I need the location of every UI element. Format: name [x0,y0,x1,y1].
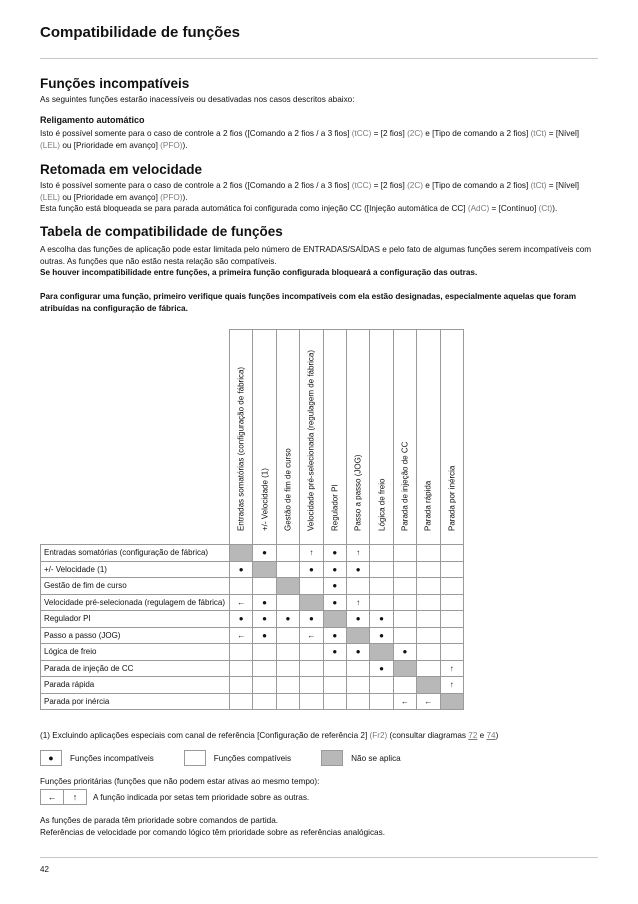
table-cell: ↑ [440,660,463,677]
table-cell: ● [323,627,346,644]
table-cell: ● [300,561,323,578]
table-cell [300,693,323,710]
legend [40,750,401,766]
row-label: Parada rápida [41,677,230,694]
table-cell [346,660,369,677]
column-header-label: Velocidade pré-selecionada (regulagem de fábrica) [306,350,316,531]
column-header-label: Gestão de fim de curso [283,448,293,531]
table-cell [370,578,393,595]
table-cell [417,644,440,661]
column-header-label: Passo a passo (JOG) [353,454,363,531]
table-cell: ● [230,611,253,628]
table-cell [417,545,440,562]
priority-legend [40,789,309,805]
column-header-label: Parada rápida [423,480,433,531]
column-header-label: Parada de injeção de CC [400,441,410,531]
priority-title: Funções prioritárias (funções que não podem estar ativas ao mesmo tempo): [40,777,320,786]
section-incompatible-intro: As seguintes funções estarão inacessíveis ou desativadas nos casos descritos abaixo: [40,95,355,104]
column-header [393,330,416,545]
table-cell: ● [370,611,393,628]
column-header [323,330,346,545]
table-cell [253,693,276,710]
table-cell [230,578,253,595]
footnote: (1) Excluindo aplicações especiais com canal de referência [Configuração de referência 2] (Fr2) (consultar diagramas 72 e 74) [40,731,499,740]
cell-not-applicable [346,627,369,644]
table-cell [253,677,276,694]
table-cell: ● [346,644,369,661]
table-cell: ● [323,644,346,661]
table-corner [41,330,230,545]
table-cell: ↑ [346,545,369,562]
table-cell: ← [393,693,416,710]
table-row [41,693,464,710]
row-label: Passo a passo (JOG) [41,627,230,644]
table-cell [393,578,416,595]
legend-gray-box [321,750,343,766]
table-cell: ● [346,611,369,628]
table-cell [230,644,253,661]
compat-table-intro: A escolha das funções de aplicação pode estar limitada pelo número de ENTRADAS/SAÍDAS e pelo fato de algumas funções serem incompatíveis com outras. As funções que não estão nesta relação são compatíveis. Se houver incompatibilidade entre funções, a primeira função configurada bloqueará a configuração das outras. [40,245,592,277]
table-row [41,545,464,562]
table-cell [393,627,416,644]
table-cell: ● [323,578,346,595]
column-header-label: +/- Velocidade (1) [260,468,270,531]
page-number: 42 [40,865,49,874]
table-cell [230,693,253,710]
title-divider [40,58,598,59]
table-cell [253,578,276,595]
table-cell [417,660,440,677]
table-cell [370,693,393,710]
table-cell [300,644,323,661]
table-cell [346,693,369,710]
row-label: Parada de injeção de CC [41,660,230,677]
table-cell [276,660,299,677]
catch-on-fly-text: Isto é possível somente para o caso de controle a 2 fios ([Comando a 2 fios / a 3 fios] (tCC) = [2 fios] (2C) e [Tipo de comando a 2 fios] (tCt) = [Nível] (LEL) ou [Prioridade em avanço] (PFO)). Esta função está bloqueada se para parada automática foi configurada como injeção CC ([Injeção automática de CC] (AdC) = [Contínuo] (Ct)). [40,181,580,213]
table-cell: ← [417,693,440,710]
table-cell [417,561,440,578]
table-cell [276,627,299,644]
section-compat-table-title: Tabela de compatibilidade de funções [40,224,283,239]
table-cell [323,677,346,694]
table-cell [440,578,463,595]
table-cell [440,611,463,628]
link-diagram-74[interactable]: 74 [486,731,496,740]
table-cell: ● [346,561,369,578]
page-title: Compatibilidade de funções [40,24,241,41]
column-header-label: Regulador PI [330,484,340,531]
table-cell: ● [276,611,299,628]
table-cell: ↑ [300,545,323,562]
table-cell: ● [323,594,346,611]
table-cell [253,660,276,677]
closing-notes: As funções de parada têm prioridade sobre comandos de partida. Referências de velocidade por comando lógico têm prioridade sobre as referências analógicas. [40,816,385,837]
table-row [41,660,464,677]
table-cell [440,561,463,578]
table-row [41,644,464,661]
table-cell [393,677,416,694]
table-cell: ● [253,627,276,644]
row-label: Regulador PI [41,611,230,628]
table-cell [417,594,440,611]
column-header [417,330,440,545]
table-cell [276,677,299,694]
table-row [41,611,464,628]
table-cell [300,578,323,595]
cell-not-applicable [417,677,440,694]
column-header-label: Parada por inércia [447,465,457,531]
cell-not-applicable [230,545,253,562]
column-header [230,330,253,545]
table-cell [276,644,299,661]
table-cell [370,545,393,562]
left-arrow-icon: ← [40,789,64,805]
row-label: Velocidade pré-selecionada (regulagem de fábrica) [41,594,230,611]
table-cell [393,561,416,578]
legend-empty-box [184,750,206,766]
compatibility-table [40,329,464,710]
table-cell [417,627,440,644]
table-cell [323,660,346,677]
auto-reclose-heading: Religamento automático [40,115,145,125]
table-cell [417,578,440,595]
column-header [440,330,463,545]
table-row [41,561,464,578]
link-diagram-72[interactable]: 72 [468,731,478,740]
column-header [370,330,393,545]
table-cell [276,594,299,611]
legend-compatible-label: Funções compatíveis [213,753,292,763]
table-cell [393,545,416,562]
table-cell: ● [300,611,323,628]
legend-na-label: Não se aplica [351,753,401,763]
column-header [346,330,369,545]
section-incompatible-title: Funções incompatíveis [40,76,190,91]
cell-not-applicable [393,660,416,677]
table-cell [276,545,299,562]
table-cell: ● [370,660,393,677]
table-cell [230,677,253,694]
table-cell [346,578,369,595]
column-header-label: Entradas somatórias (configuração de fábrica) [236,366,246,531]
footer-divider [40,857,598,858]
table-cell: ← [230,627,253,644]
row-label: +/- Velocidade (1) [41,561,230,578]
column-header [276,330,299,545]
table-cell [370,561,393,578]
cell-not-applicable [253,561,276,578]
table-cell [370,594,393,611]
table-cell [440,644,463,661]
table-cell [417,611,440,628]
cell-not-applicable [440,693,463,710]
table-cell: ● [230,561,253,578]
row-label: Gestão de fim de curso [41,578,230,595]
legend-dot-box: ● [40,750,62,766]
cell-not-applicable [276,578,299,595]
column-header [253,330,276,545]
cell-not-applicable [323,611,346,628]
section-catch-on-fly-title: Retomada em velocidade [40,162,203,177]
table-cell: ● [370,627,393,644]
table-cell: ↑ [346,594,369,611]
row-label: Lógica de freio [41,644,230,661]
table-cell [230,660,253,677]
priority-text: A função indicada por setas tem prioridade sobre as outras. [93,792,310,802]
table-cell: ● [253,594,276,611]
table-cell [370,677,393,694]
table-row [41,677,464,694]
table-cell [276,561,299,578]
table-cell [346,677,369,694]
table-row [41,627,464,644]
table-cell: ● [253,611,276,628]
table-cell: ↑ [440,677,463,694]
column-header-label: Lógica de freio [377,478,387,531]
column-header [300,330,323,545]
table-cell [393,594,416,611]
cell-not-applicable [370,644,393,661]
table-cell [300,677,323,694]
table-cell: ● [323,561,346,578]
table-cell: ● [253,545,276,562]
compat-table-instruction: Para configurar uma função, primeiro verifique quais funções incompatíveis com ela estão designadas, especialmente aquelas que foram atribuídas na configuração de fábrica. [40,292,576,313]
table-cell [276,693,299,710]
table-cell [393,611,416,628]
table-cell [440,627,463,644]
cell-not-applicable [300,594,323,611]
table-cell [440,594,463,611]
table-cell [300,660,323,677]
table-cell [323,693,346,710]
up-arrow-icon: ↑ [64,789,87,805]
table-cell: ● [393,644,416,661]
table-cell [253,644,276,661]
table-cell [440,545,463,562]
table-cell: ● [323,545,346,562]
table-cell: ← [230,594,253,611]
row-label: Entradas somatórias (configuração de fábrica) [41,545,230,562]
table-row [41,578,464,595]
auto-reclose-text: Isto é possível somente para o caso de controle a 2 fios ([Comando a 2 fios / a 3 fios] (tCC) = [2 fios] (2C) e [Tipo de comando a 2 fios] (tCt) = [Nível] (LEL) ou [Prioridade em avanço] (PFO)). [40,129,580,150]
legend-incompatible-label: Funções incompatíveis [70,753,154,763]
row-label: Parada por inércia [41,693,230,710]
table-row [41,594,464,611]
table-cell: ← [300,627,323,644]
